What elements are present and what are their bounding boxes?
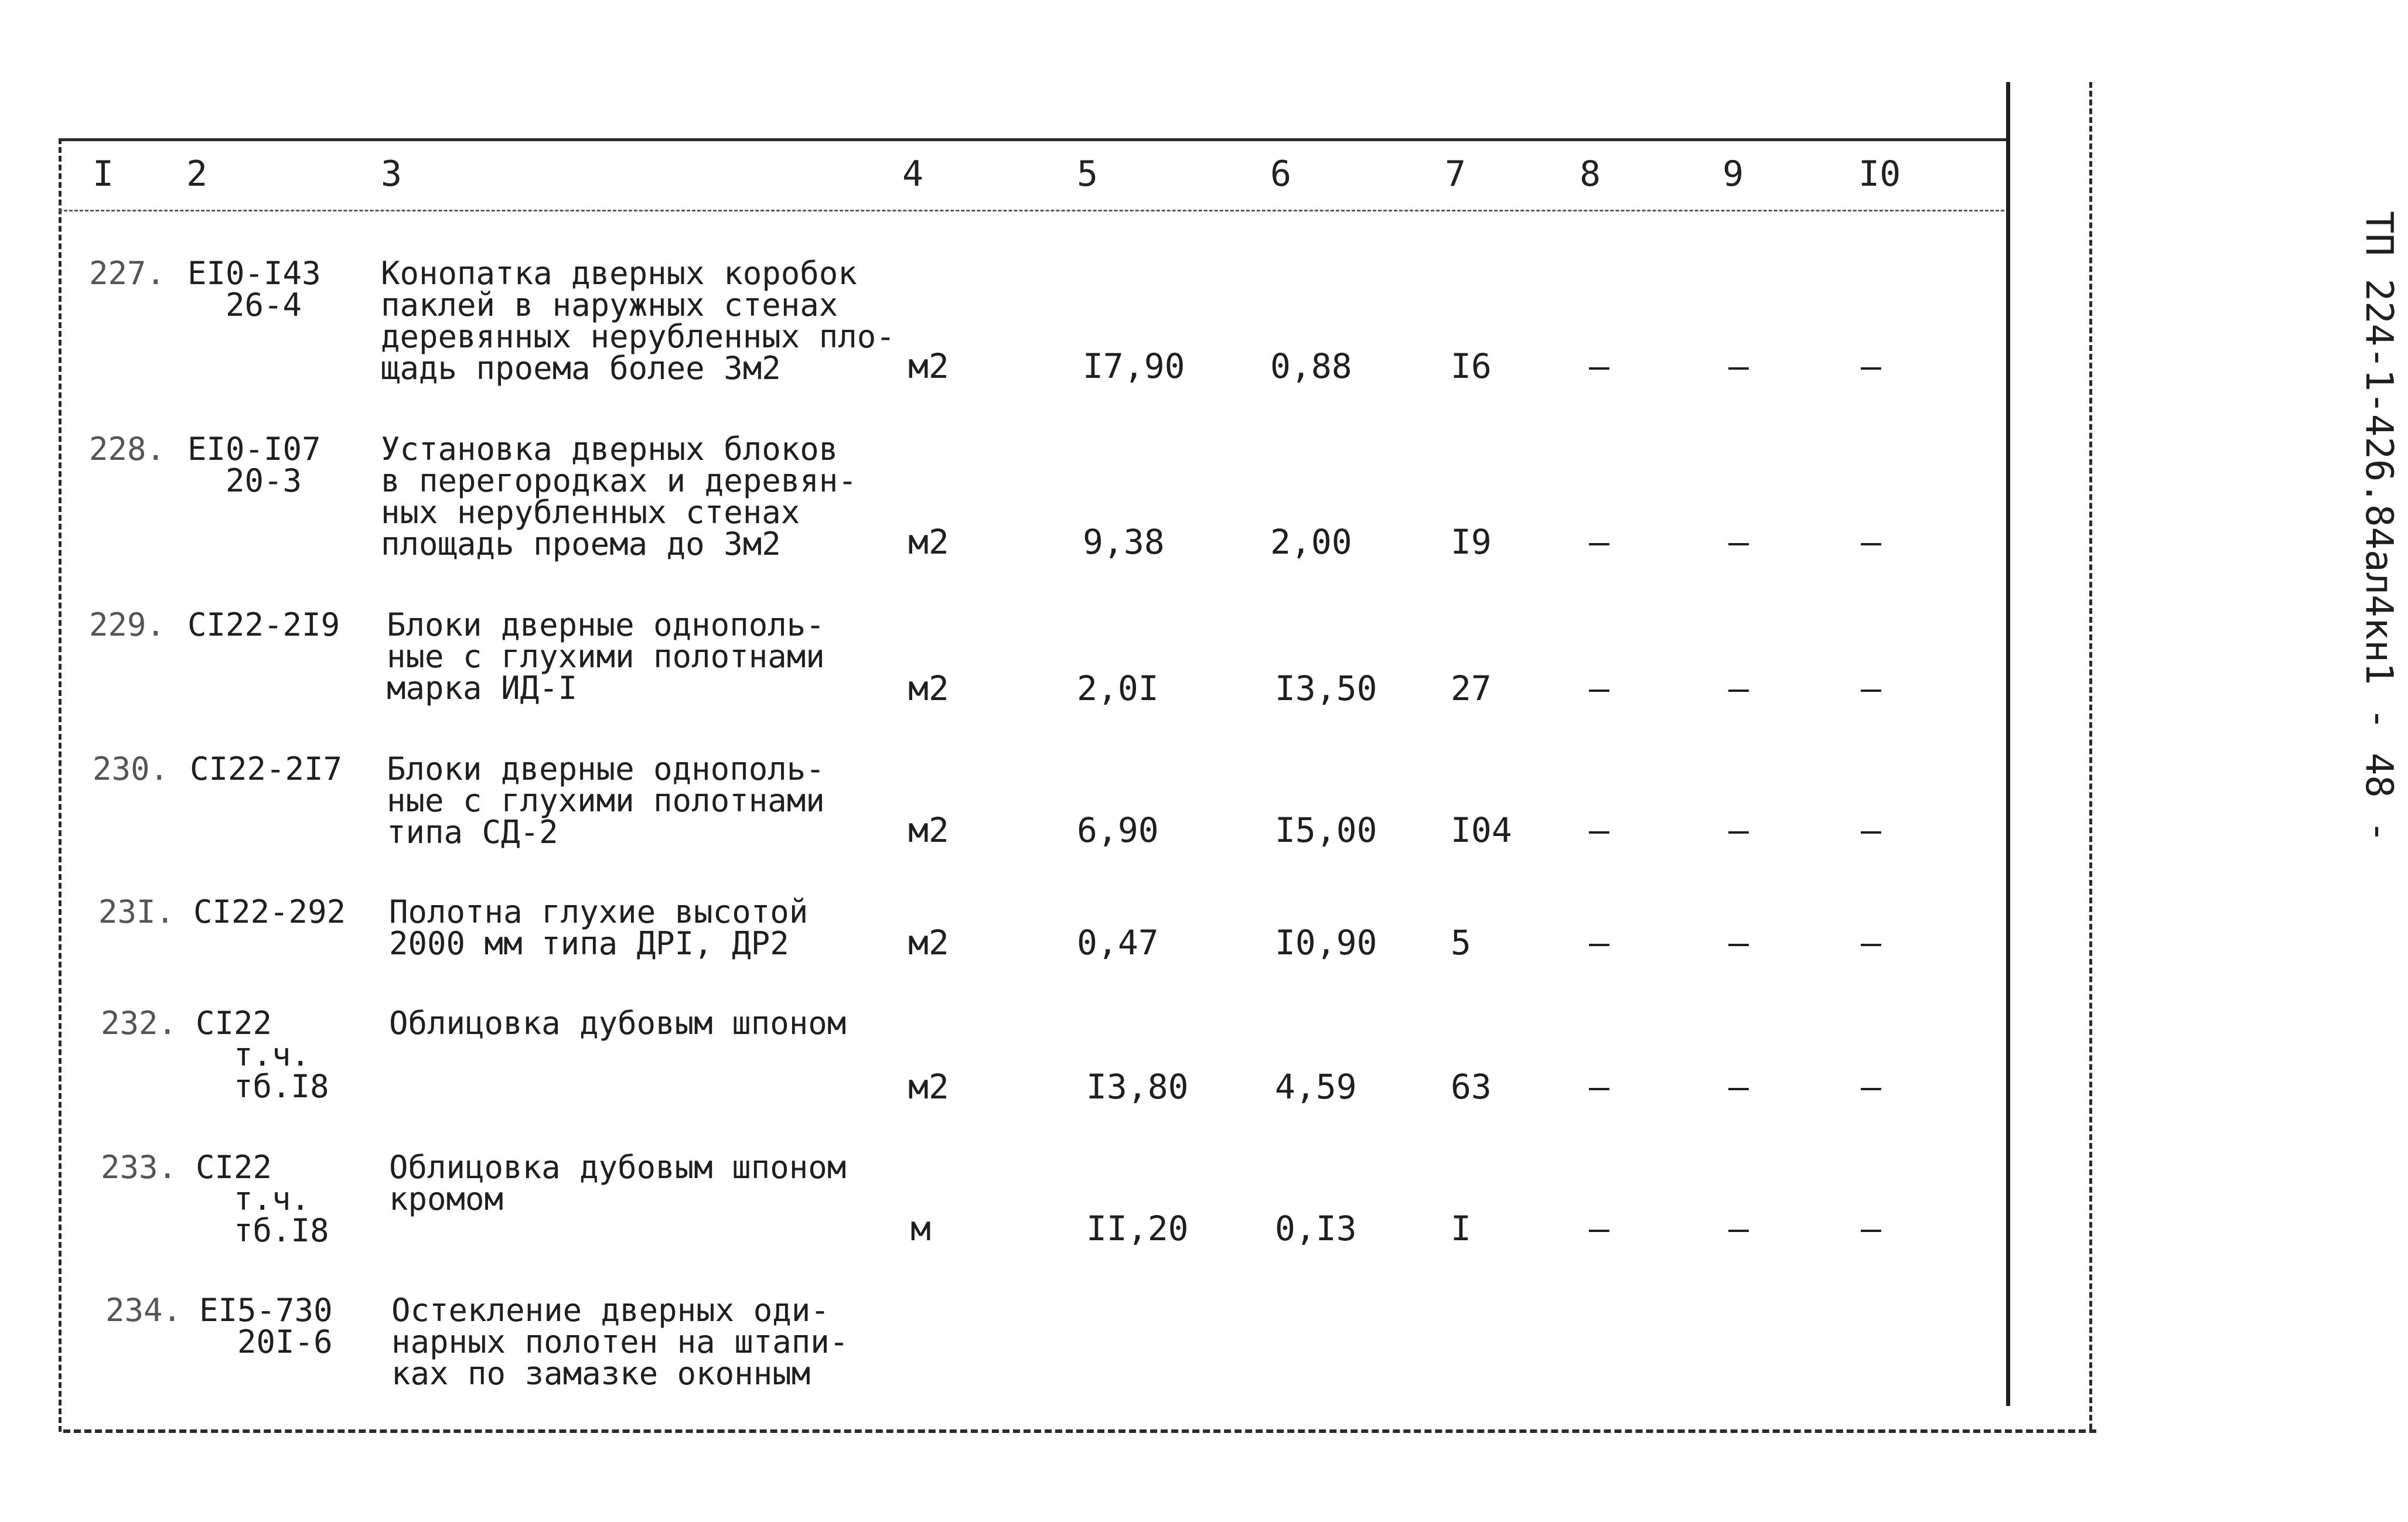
value-col-9: – <box>1728 1067 1749 1107</box>
value-col-8: – <box>1589 810 1609 850</box>
value-col-9: – <box>1728 522 1749 562</box>
value-col-10: – <box>1861 668 1881 708</box>
value-col-5: II,20 <box>1086 1209 1189 1248</box>
value-col-8: – <box>1589 1067 1609 1107</box>
column-header-4: 4 <box>902 153 924 194</box>
value-col-9: – <box>1728 810 1749 850</box>
value-col-9: – <box>1728 923 1749 963</box>
value-col-7: I <box>1451 1209 1471 1248</box>
value-col-9: – <box>1728 346 1749 386</box>
work-description: Блоки дверные однополь- ные с глухими полотнами марка ИД-I <box>387 606 825 707</box>
unit: м2 <box>908 1067 949 1107</box>
row-number: 234. <box>105 1292 182 1329</box>
value-col-7: I04 <box>1451 810 1512 850</box>
table-bottom-border <box>63 1429 2096 1433</box>
header-separator <box>59 210 2010 211</box>
value-col-8: – <box>1589 1209 1609 1248</box>
unit: м2 <box>908 522 949 562</box>
side-stamp: ТП 224-1-426.84ал4кн1 - 48 - <box>2357 211 2400 843</box>
norm-code: EI5-730 20I-6 <box>199 1292 333 1360</box>
table-left-border <box>59 138 62 1432</box>
row-number: 229. <box>89 606 166 643</box>
value-col-6: I3,50 <box>1275 668 1377 708</box>
unit: м2 <box>908 668 949 708</box>
value-col-9: – <box>1728 1209 1749 1248</box>
value-col-6: 2,00 <box>1270 522 1352 562</box>
row-number: 227. <box>89 255 166 292</box>
value-col-7: 27 <box>1451 668 1492 708</box>
value-col-7: 5 <box>1451 923 1471 963</box>
value-col-6: I0,90 <box>1275 923 1377 963</box>
value-col-5: 6,90 <box>1077 810 1159 850</box>
table-top-border <box>59 138 2010 141</box>
value-col-10: – <box>1861 522 1881 562</box>
row-number: 228. <box>89 431 166 467</box>
value-col-8: – <box>1589 522 1609 562</box>
row-number: 232. <box>101 1005 178 1042</box>
right-edge-border <box>2089 82 2092 1429</box>
value-col-6: 0,88 <box>1270 346 1352 386</box>
value-col-5: I3,80 <box>1086 1067 1189 1107</box>
value-col-5: 9,38 <box>1083 522 1165 562</box>
norm-code: CI22-2I9 <box>187 606 340 643</box>
value-col-6: 0,I3 <box>1275 1209 1357 1248</box>
value-col-10: – <box>1861 810 1881 850</box>
work-description: Облицовка дубовым шпоном <box>389 1005 847 1042</box>
value-col-7: I6 <box>1451 346 1492 386</box>
column-header-10: I0 <box>1858 153 1901 194</box>
norm-code: CI22 т.ч. тб.I8 <box>196 1149 329 1249</box>
value-col-5: I7,90 <box>1083 346 1185 386</box>
norm-code: CI22 т.ч. тб.I8 <box>196 1005 329 1105</box>
value-col-8: – <box>1589 346 1609 386</box>
value-col-5: 0,47 <box>1077 923 1159 963</box>
work-description: Полотна глухие высотой 2000 мм типа ДРI, ДР2 <box>389 893 809 962</box>
column-header-2: 2 <box>186 153 208 194</box>
value-col-10: – <box>1861 923 1881 963</box>
value-col-7: I9 <box>1451 522 1492 562</box>
work-description: Остекление дверных оди- нарных полотен на штапи- ках по замазке оконным <box>391 1292 849 1392</box>
value-col-10: – <box>1861 1067 1881 1107</box>
value-col-10: – <box>1861 346 1881 386</box>
unit: м2 <box>908 810 949 850</box>
value-col-10: – <box>1861 1209 1881 1248</box>
work-description: Облицовка дубовым шпоном кромом <box>389 1149 847 1217</box>
value-col-9: – <box>1728 668 1749 708</box>
unit: м <box>910 1209 931 1248</box>
column-header-7: 7 <box>1445 153 1466 194</box>
norm-code: EI0-I43 26-4 <box>187 255 321 323</box>
work-description: Блоки дверные однополь- ные с глухими полотнами типа СД-2 <box>387 750 825 851</box>
side-stamp-divider <box>2006 82 2010 1406</box>
work-description: Конопатка дверных коробок паклей в наружных стенах деревянных нерубленных пло- щадь проема более 3м2 <box>381 255 895 387</box>
value-col-5: 2,0I <box>1077 668 1159 708</box>
value-col-6: I5,00 <box>1275 810 1377 850</box>
value-col-8: – <box>1589 923 1609 963</box>
column-header-6: 6 <box>1270 153 1292 194</box>
column-header-8: 8 <box>1580 153 1601 194</box>
column-header-9: 9 <box>1723 153 1744 194</box>
column-header-5: 5 <box>1077 153 1099 194</box>
work-description: Установка дверных блоков в перегородках и деревян- ных нерубленных стенах площадь проема до 3м2 <box>381 431 857 562</box>
norm-code: CI22-292 <box>193 893 346 930</box>
row-number: 23I. <box>98 893 175 930</box>
norm-code: CI22-2I7 <box>190 750 343 787</box>
column-header-1: I <box>93 153 114 194</box>
value-col-8: – <box>1589 668 1609 708</box>
column-header-3: 3 <box>381 153 403 194</box>
value-col-7: 63 <box>1451 1067 1492 1107</box>
row-number: 233. <box>101 1149 178 1186</box>
unit: м2 <box>908 923 949 963</box>
value-col-6: 4,59 <box>1275 1067 1357 1107</box>
row-number: 230. <box>93 750 169 787</box>
unit: м2 <box>908 346 949 386</box>
norm-code: EI0-I07 20-3 <box>187 431 321 499</box>
